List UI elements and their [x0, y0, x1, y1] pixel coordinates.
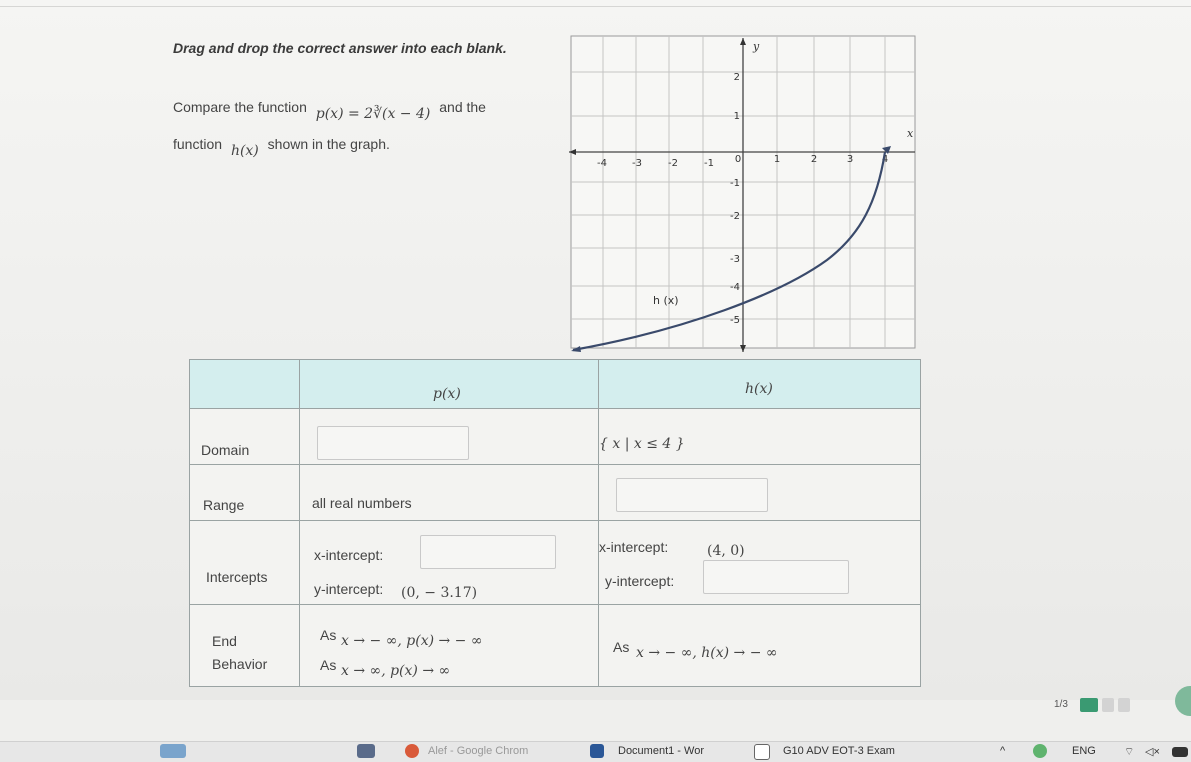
x-tick-label: -3	[632, 158, 642, 169]
p-intercepts-cell	[299, 520, 599, 605]
header-h-cell	[598, 359, 921, 409]
x-tick-label: 2	[810, 154, 818, 165]
end-behavior-label-cell	[189, 604, 300, 687]
taskbar-word[interactable]: Document1 - Wor	[618, 745, 704, 757]
y-tick-label: -5	[730, 315, 740, 326]
x-tick-label: 3	[846, 154, 854, 165]
range-label-cell	[189, 464, 300, 521]
h-domain-cell	[598, 408, 921, 465]
h-intercepts-cell	[598, 520, 921, 605]
y-tick-label: -4	[730, 282, 740, 293]
p-range: all real numbers	[312, 495, 412, 511]
start-icon[interactable]	[160, 744, 186, 758]
h-y-intercept-drop-target[interactable]	[703, 560, 849, 594]
domain-label: Domain	[201, 442, 250, 458]
y-tick-label: 1	[733, 111, 740, 122]
p-end-behavior-1: x → − ∞, p(x) → − ∞	[341, 633, 483, 649]
battery-icon	[1172, 747, 1188, 757]
h-name: h(x)	[230, 143, 259, 159]
header-p: p(x)	[433, 386, 461, 402]
p-end-2-prefix: As	[320, 657, 337, 673]
x-tick-label: 1	[773, 154, 781, 165]
h-range-drop-target[interactable]	[616, 478, 768, 512]
question-heading: Drag and drop the correct answer into each blank.	[173, 40, 507, 56]
word-icon[interactable]	[590, 744, 604, 758]
p-definition: p(x) = 2∛(x − 4)	[315, 106, 431, 122]
y-tick-label: 2	[733, 72, 740, 83]
x-tick-label: -2	[668, 158, 678, 169]
p-x-intercept-drop-target[interactable]	[420, 535, 556, 569]
p-range-cell	[299, 464, 599, 521]
top-divider	[0, 6, 1191, 7]
sync-icon[interactable]	[1033, 744, 1047, 758]
chevron-up-icon[interactable]: ^	[1000, 745, 1006, 757]
h-end-behavior-cell	[598, 604, 921, 687]
apps-icon[interactable]	[357, 744, 375, 758]
h-end-behavior-1: x → − ∞, h(x) → − ∞	[636, 645, 778, 661]
header-p-cell	[299, 359, 599, 409]
compare-prefix: Compare the function	[173, 99, 307, 115]
y-tick-label: -1	[730, 178, 740, 189]
function-prefix: function	[173, 136, 223, 152]
p-end-1-prefix: As	[320, 627, 337, 643]
intercepts-label-cell	[189, 520, 300, 605]
p-end-behavior-2: x → ∞, p(x) → ∞	[341, 663, 451, 679]
taskbar-exam[interactable]: G10 ADV EOT-3 Exam	[783, 745, 895, 757]
p-y-intercept-value: (0, − 3.17)	[401, 585, 478, 601]
h-graph	[565, 34, 921, 354]
prompt-line-2	[173, 136, 390, 159]
x-tick-label: 4	[881, 154, 889, 165]
end-label-line-1: End	[212, 633, 237, 649]
function-suffix: shown in the graph.	[267, 136, 390, 152]
curve-label: h (x)	[653, 294, 679, 307]
p-x-intercept-label: x-intercept:	[314, 547, 384, 563]
x-tick-label: 0	[734, 154, 742, 165]
x-tick-label: -1	[704, 158, 714, 169]
page-indicator: 1/3	[1054, 699, 1068, 710]
range-label: Range	[203, 497, 245, 513]
language-indicator[interactable]: ENG	[1072, 745, 1096, 757]
h-x-intercept-label: x-intercept:	[599, 539, 669, 555]
page-2-button[interactable]	[1102, 698, 1114, 712]
y-tick-label: -2	[730, 211, 740, 222]
taskbar	[0, 741, 1191, 762]
h-domain: { x | x ≤ 4 }	[599, 436, 685, 452]
p-domain-cell	[299, 408, 599, 465]
end-label-line-2: Behavior	[212, 656, 268, 672]
x-axis-label: x	[907, 127, 914, 140]
volume-muted-icon[interactable]: ◁×	[1145, 746, 1160, 758]
chrome-icon[interactable]	[405, 744, 419, 758]
p-y-intercept-label: y-intercept:	[314, 581, 384, 597]
x-tick-label: -4	[597, 158, 607, 169]
h-end-1-prefix: As	[613, 639, 630, 655]
prompt-line-1	[173, 99, 486, 122]
header-corner	[189, 359, 300, 409]
wifi-icon[interactable]: ⌔	[1124, 746, 1135, 758]
y-tick-label: -3	[730, 254, 740, 265]
p-end-behavior-cell	[299, 604, 599, 687]
header-h: h(x)	[745, 381, 773, 397]
intercepts-label: Intercepts	[206, 569, 268, 585]
y-axis-label: y	[753, 40, 760, 53]
taskbar-chrome[interactable]: Alef - Google Chrom	[428, 745, 529, 757]
p-domain-drop-target[interactable]	[317, 426, 469, 460]
h-x-intercept-value: (4, 0)	[707, 543, 745, 559]
h-range-cell	[598, 464, 921, 521]
page-1-button[interactable]	[1080, 698, 1098, 712]
h-y-intercept-label: y-intercept:	[605, 573, 675, 589]
page-3-button[interactable]	[1118, 698, 1130, 712]
comparison-table	[189, 359, 921, 687]
exam-app-icon[interactable]	[754, 744, 770, 760]
compare-suffix: and the	[439, 99, 486, 115]
domain-label-cell	[189, 408, 300, 465]
